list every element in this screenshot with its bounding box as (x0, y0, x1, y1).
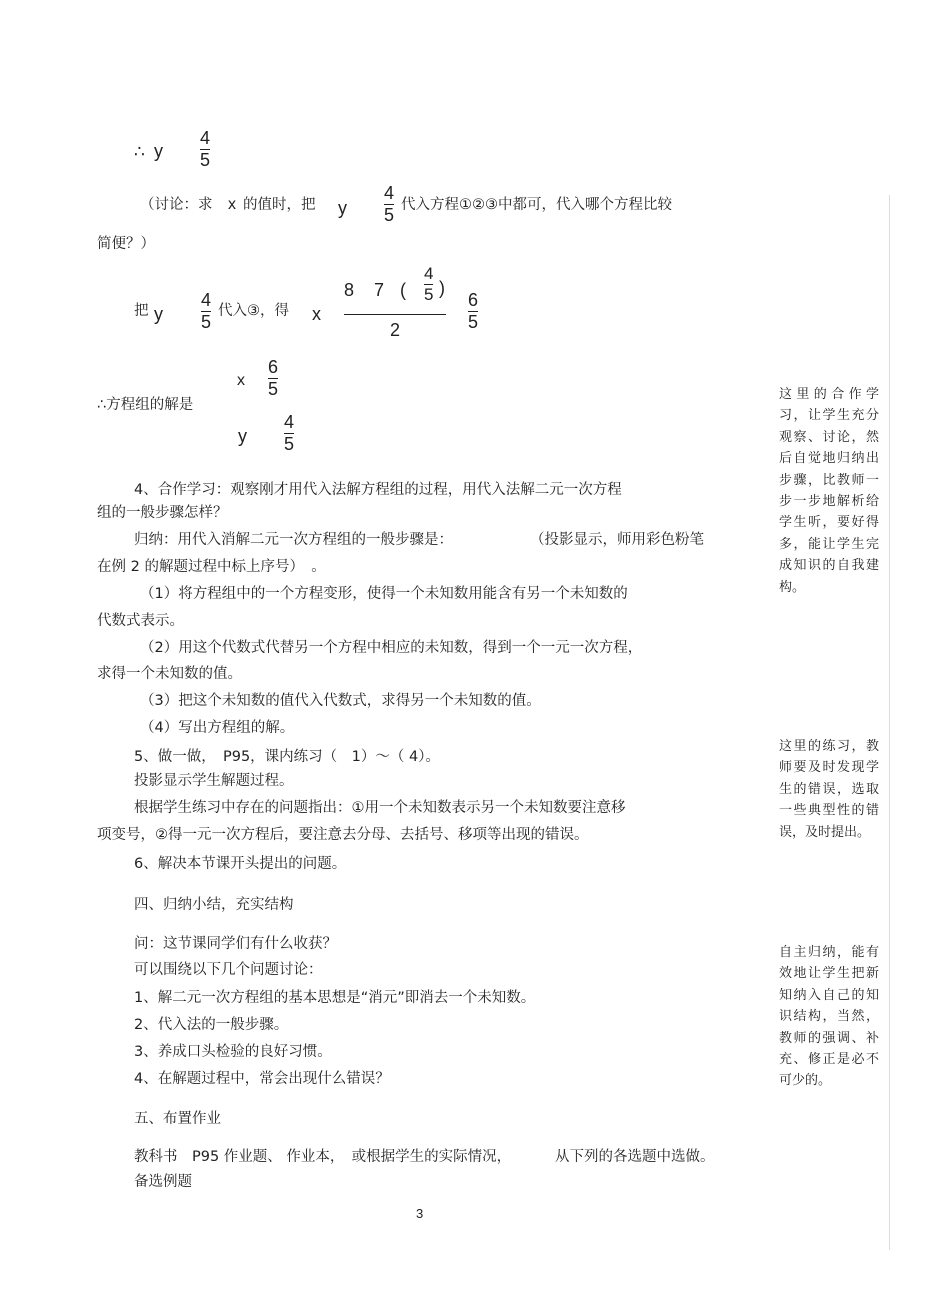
step2-line2: 求得一个未知数的值。 (97, 666, 242, 682)
sidebar-note-1: 这里的合作学习，让学生充分观察、讨论，然后自觉地归纳出步骤，比教师一步一步地解析给学生听，要好得多，能让学生完成知识的自我建构。 (779, 387, 879, 595)
section-four-title: 四、归纳小结，充实结构 (134, 897, 294, 913)
denominator: 5 (201, 311, 212, 332)
fraction-six-fifths (468, 291, 478, 332)
fraction-four-fifths (284, 413, 294, 454)
question-item-2: 2、代入法的一般步骤。 (134, 1017, 289, 1033)
sidebar-note-3: 自主归纳，能有效地让学生把新知纳入自己的知识结构，当然，教师的强调、补充、修正是必不可少的。 (779, 945, 879, 1089)
var-y: y (154, 141, 163, 161)
section5-line1: 5、做一做， P95，课内练习（ 1）～（ 4）。 (134, 749, 440, 765)
question: 问：这节课同学们有什么收获？ (134, 936, 337, 952)
denominator: 5 (468, 311, 479, 332)
section-five-title: 五、布置作业 (134, 1111, 221, 1127)
section5-line2: 投影显示学生解题过程。 (134, 773, 294, 789)
denominator: 5 (200, 149, 211, 170)
var-x: x (228, 196, 236, 213)
fraction-four-fifths (384, 184, 394, 225)
num-two: 2 (390, 320, 401, 340)
homework-line1b: 从下列的各选题中选做。 (555, 1149, 715, 1165)
discussion-part2: 的值时，把 (243, 197, 316, 213)
step4: （4）写出方程组的解。 (140, 720, 295, 736)
fraction-four-fifths (200, 129, 210, 170)
numerator: 4 (201, 290, 212, 310)
denominator: 5 (384, 204, 395, 225)
homework-line1a: 教科书 P95 作业题、 作业本， 或根据学生的实际情况， (134, 1149, 512, 1165)
discussion-part3: 代入方程①②③中都可，代入哪个方程比较 (401, 197, 672, 213)
var-y: y (154, 304, 163, 324)
step2-line1: （2）用这个代数式代替另一个方程中相应的未知数，得到一个一元一次方程， (140, 640, 643, 656)
fraction-six-fifths (268, 358, 278, 399)
var-x: x (312, 304, 321, 324)
section4-line2: 组的一般步骤怎样？ (97, 505, 228, 521)
margin-divider (889, 195, 890, 1250)
solution-label: ∴方程组的解是 (97, 397, 194, 413)
right-paren: ) (439, 278, 445, 298)
therefore-symbol: ∴ (134, 142, 145, 162)
question-item-4: 4、在解题过程中，常会出现什么错误？ (134, 1071, 390, 1087)
numerator: 6 (268, 357, 279, 377)
section4-line1: 4、合作学习：观察刚才用代入法解方程组的过程，用代入法解二元一次方程 (134, 482, 622, 498)
num-eight: 8 (344, 280, 355, 300)
var-y: y (238, 426, 247, 446)
left-paren: ( (400, 280, 406, 300)
main-fraction-bar (344, 314, 446, 315)
sidebar-note-2: 这里的练习，教师要及时发现学生的错误，选取一些典型性的错误，及时提出。 (779, 739, 879, 840)
numerator: 4 (424, 264, 434, 283)
summary-line2: 在例 2 的解题过程中标上序号） 。 (97, 559, 326, 575)
section5-line3: 根据学生练习中存在的问题指出：①用一个未知数表示另一个未知数要注意移 (134, 800, 626, 816)
summary-line1b: （投影显示，师用彩色粉笔 (530, 532, 704, 548)
fraction-four-fifths (201, 291, 211, 332)
page-number: 3 (416, 1206, 424, 1221)
substitute-ba: 把 (134, 303, 149, 319)
var-y: y (338, 198, 347, 218)
numerator: 6 (468, 290, 479, 310)
step3: （3）把这个未知数的值代入代数式，求得另一个未知数的值。 (140, 693, 541, 709)
num-seven: 7 (374, 280, 385, 300)
summary-line1a: 归纳：用代入消解二元一次方程组的一般步骤是： (134, 532, 453, 548)
section5-line4: 项变号，②得一元一次方程后，要注意去分母、去括号、移项等出现的错误。 (97, 827, 589, 843)
question-intro: 可以围绕以下几个问题讨论： (134, 962, 323, 978)
numerator: 4 (200, 128, 211, 148)
numerator: 4 (284, 412, 295, 432)
step1-line1: （1）将方程组中的一个方程变形，使得一个未知数用能含有另一个未知数的 (140, 586, 628, 602)
step1-line2: 代数式表示。 (97, 613, 184, 629)
section6-line: 6、解决本节课开头提出的问题。 (134, 856, 347, 872)
var-x: x (237, 372, 245, 389)
discussion-part1: （讨论：求 (140, 197, 213, 213)
denominator: 5 (424, 284, 434, 304)
discussion-part4: 简便？） (97, 236, 155, 252)
substitute-text: 代入③，得 (218, 303, 289, 319)
numerator: 4 (384, 183, 395, 203)
homework-line2: 备选例题 (134, 1174, 192, 1190)
denominator: 5 (284, 433, 295, 454)
fraction-four-fifths-inner (424, 265, 433, 304)
denominator: 5 (268, 378, 279, 399)
question-item-1: 1、解二元一次方程组的基本思想是“消元”即消去一个未知数。 (134, 990, 536, 1006)
question-item-3: 3、养成口头检验的良好习惯。 (134, 1044, 332, 1060)
